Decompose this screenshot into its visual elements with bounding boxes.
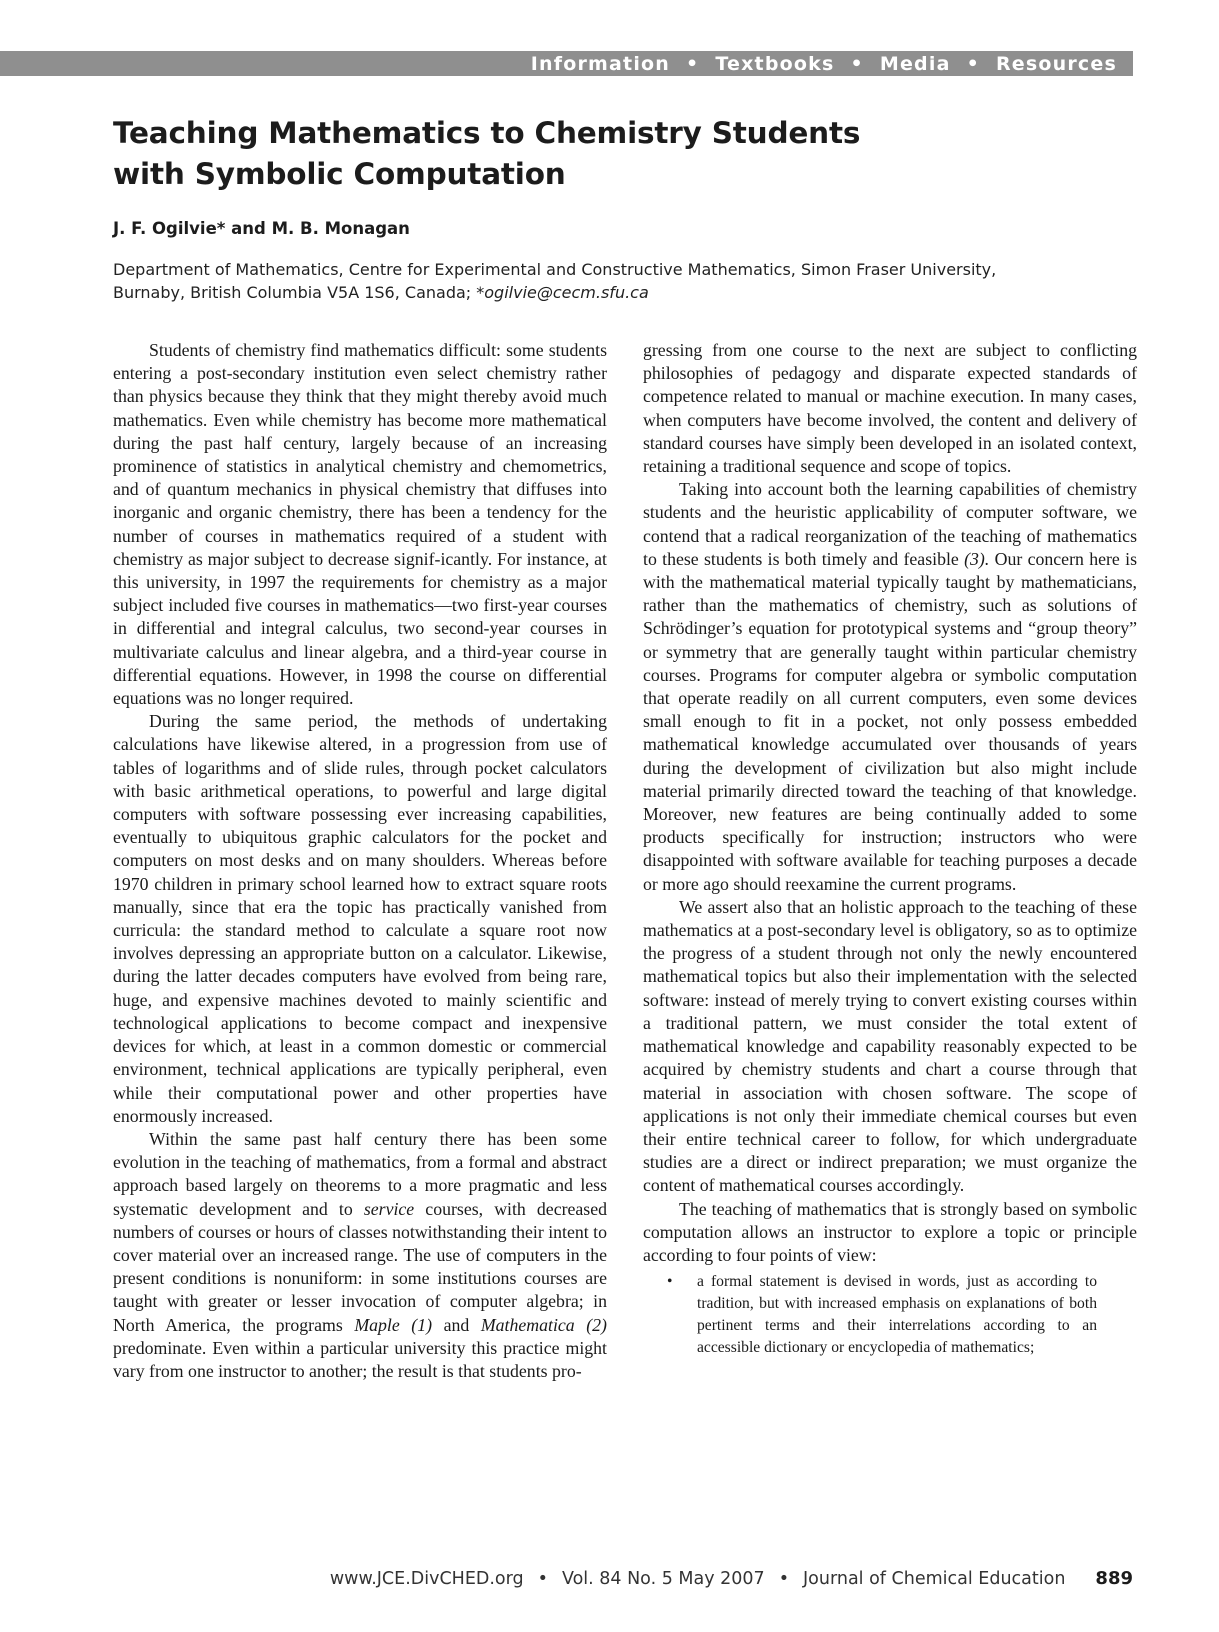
paragraph-6: We assert also that an holistic approach to the teaching of these mathematics at a post-secondary level is obligatory, so as to optimize the progress of a student through not only the newly encountered mathematical topics but also their implementation with the selected software: instead of merely trying to convert existing courses within a traditional pattern, we must consider the total extent of mathematical knowledge and capability reasonably expected to be acquired by chemistry students and chart a course through that material in association with chosen software. The scope of applications is not only their immediate chemical courses but even their entire technical career to follow, for which undergraduate studies are a direct or indirect preparation; we must organize the content of mathematical courses accordingly. [643, 896, 1137, 1196]
footer-journal: Journal of Chemical Education [803, 1569, 1066, 1589]
header-item-information: Information [530, 52, 671, 75]
paragraph-5-text: Our concern here is with the mathematical material typically taught by mathematicians, rather than the mathematics of chemistry, such as solutions of Schrödinger’s equation for prototypical systems and “group theory” or symmetry that are generally taught within particular chemistry courses. Programs for computer algebra or symbolic computation that operate readily on all current computers, even some devices small enough to fit in a pocket, not only possess embedded mathematical knowledge accumulated over thousands of years during the development of civilization but also might include material primarily directed toward the teaching of that knowledge. Moreover, new features are being continually added to some products specifically for instruction; instructors who were disappointed with software available for teaching purposes a decade or more ago should reexamine the current programs. [643, 548, 1137, 894]
article-authors: J. F. Ogilvie* and M. B. Monagan [113, 219, 410, 238]
paragraph-3-text: and [432, 1314, 481, 1335]
points-of-view-list [643, 1271, 1137, 1359]
bullet-icon: • [667, 1273, 673, 1291]
paragraph-3-text: courses, with decreased numbers of courses or hours of classes notwithstanding their intent to cover material over an increased range. The use of computers in the present conditions is nonuniform: in some institutions courses are taught with greater or lesser invocation of computer algebra; in North America, the programs [113, 1198, 607, 1335]
article-title-line-2: with Symbolic Computation [113, 157, 566, 191]
paragraph-1: Students of chemistry find mathematics difficult: some students entering a post-secondary institution even select chemistry rather than physics because they think that they might thereby avoid much mathematics. Even while chemistry has become more mathematical during the past half century, largely because of an increasing prominence of statistics in analytical chemistry and chemometrics, and of quantum mechanics in physical chemistry that diffuses into inorganic and organic chemistry, there has been a tendency for the number of courses in mathematics required of a student with chemistry as major subject to decrease signif-icantly. For instance, at this university, in 1997 the requirements for chemistry as a major subject included five courses in mathematics—two first-year courses in differential and integral calculus, two second-year courses in multivariate calculus and linear algebra, and a third-year course in differential equations. However, in 1998 the course on differential equations was no longer required. [113, 340, 607, 709]
footer-website: www.JCE.DivCHED.org [329, 1569, 524, 1589]
paragraph-3 [113, 1128, 607, 1383]
paragraph-4: gressing from one course to the next are subject to conflicting philosophies of pedagogy and disparate expected standards of competence related to manual or machine execution. In many cases, when computers have become involved, the content and delivery of standard courses have simply been developed in an isolated context, retaining a traditional sequence and scope of topics. [643, 340, 1137, 477]
section-header-bar [0, 51, 1133, 76]
footer-separator: • [778, 1569, 790, 1589]
affiliation-line-2 [113, 281, 1073, 304]
paragraph-7: The teaching of mathematics that is strongly based on symbolic computation allows an instructor to explore a topic or principle according to four points of view: [643, 1198, 1137, 1265]
header-item-resources: Resources [995, 52, 1117, 75]
paragraph-3-text: predominate. Even within a particular university this practice might vary from one instructor to another; the result is that students pro- [113, 1337, 607, 1381]
paragraph-5-text: Taking into account both the learning capabilities of chemistry students and the heuristic applicability of computer software, we contend that a radical reorganization of the teaching of mathematics to these students is both timely and feasible [643, 479, 1137, 569]
affiliation-address: Burnaby, British Columbia V5A 1S6, Canada; [113, 283, 477, 302]
right-column [643, 339, 1137, 1359]
left-column [113, 339, 607, 1383]
header-separator: • [850, 52, 864, 75]
article-title [113, 113, 1013, 195]
program-mathematica: Mathematica (2) [480, 1314, 607, 1335]
emphasis-service: service [363, 1198, 415, 1219]
header-item-media: Media [879, 52, 951, 75]
page-number: 889 [1095, 1568, 1133, 1589]
author-email: *ogilvie@cecm.sfu.ca [476, 283, 649, 302]
header-separator: • [686, 52, 700, 75]
paragraph-5 [643, 478, 1137, 896]
affiliation-line-1: Department of Mathematics, Centre for Experimental and Constructive Mathematics, Simon Fraser University, [113, 260, 997, 279]
footer-issue: Vol. 84 No. 5 May 2007 [561, 1569, 765, 1589]
article-title-line-1: Teaching Mathematics to Chemistry Students [113, 116, 861, 150]
header-separator: • [966, 52, 980, 75]
author-affiliation [113, 258, 1073, 304]
footer-separator: • [537, 1569, 548, 1589]
list-item [667, 1271, 1137, 1359]
paragraph-3-text: Within the same past half century there has been some evolution in the teaching of mathematics, from a formal and abstract approach based largely on theorems to a more pragmatic and less systematic development and to [113, 1128, 607, 1219]
header-item-textbooks: Textbooks [715, 52, 835, 75]
reference-3: (3). [964, 548, 990, 569]
program-maple: Maple (1) [354, 1314, 433, 1335]
paragraph-2: During the same period, the methods of undertaking calculations have likewise altered, in a progression from use of tables of logarithms and of slide rules, through pocket calculators with basic arithmetical operations, to powerful and large digital computers with software possessing ever increasing capabilities, eventually to ubiquitous graphic calculators for the pocket and computers on most desks and on many shoulders. Whereas before 1970 children in primary school learned how to extract square roots manually, since that era the topic has practically vanished from curricula: the standard method to calculate a square root now involves depressing an appropriate button on a calculator. Likewise, during the latter decades computers have evolved from being rare, huge, and expensive machines devoted to mainly scientific and technological applications to become compact and inexpensive devices for which, at least in a common domestic or commercial environment, technical applications are typically peripheral, even while their computational power and other properties have enormously increased. [113, 711, 607, 1126]
page-footer [0, 1568, 1133, 1589]
list-item-text: a formal statement is devised in words, just as according to tradition, but with increased emphasis on explanations of both pertinent terms and their interrelations according to an accessible dictionary or encyclopedia of mathematics; [697, 1273, 1097, 1357]
